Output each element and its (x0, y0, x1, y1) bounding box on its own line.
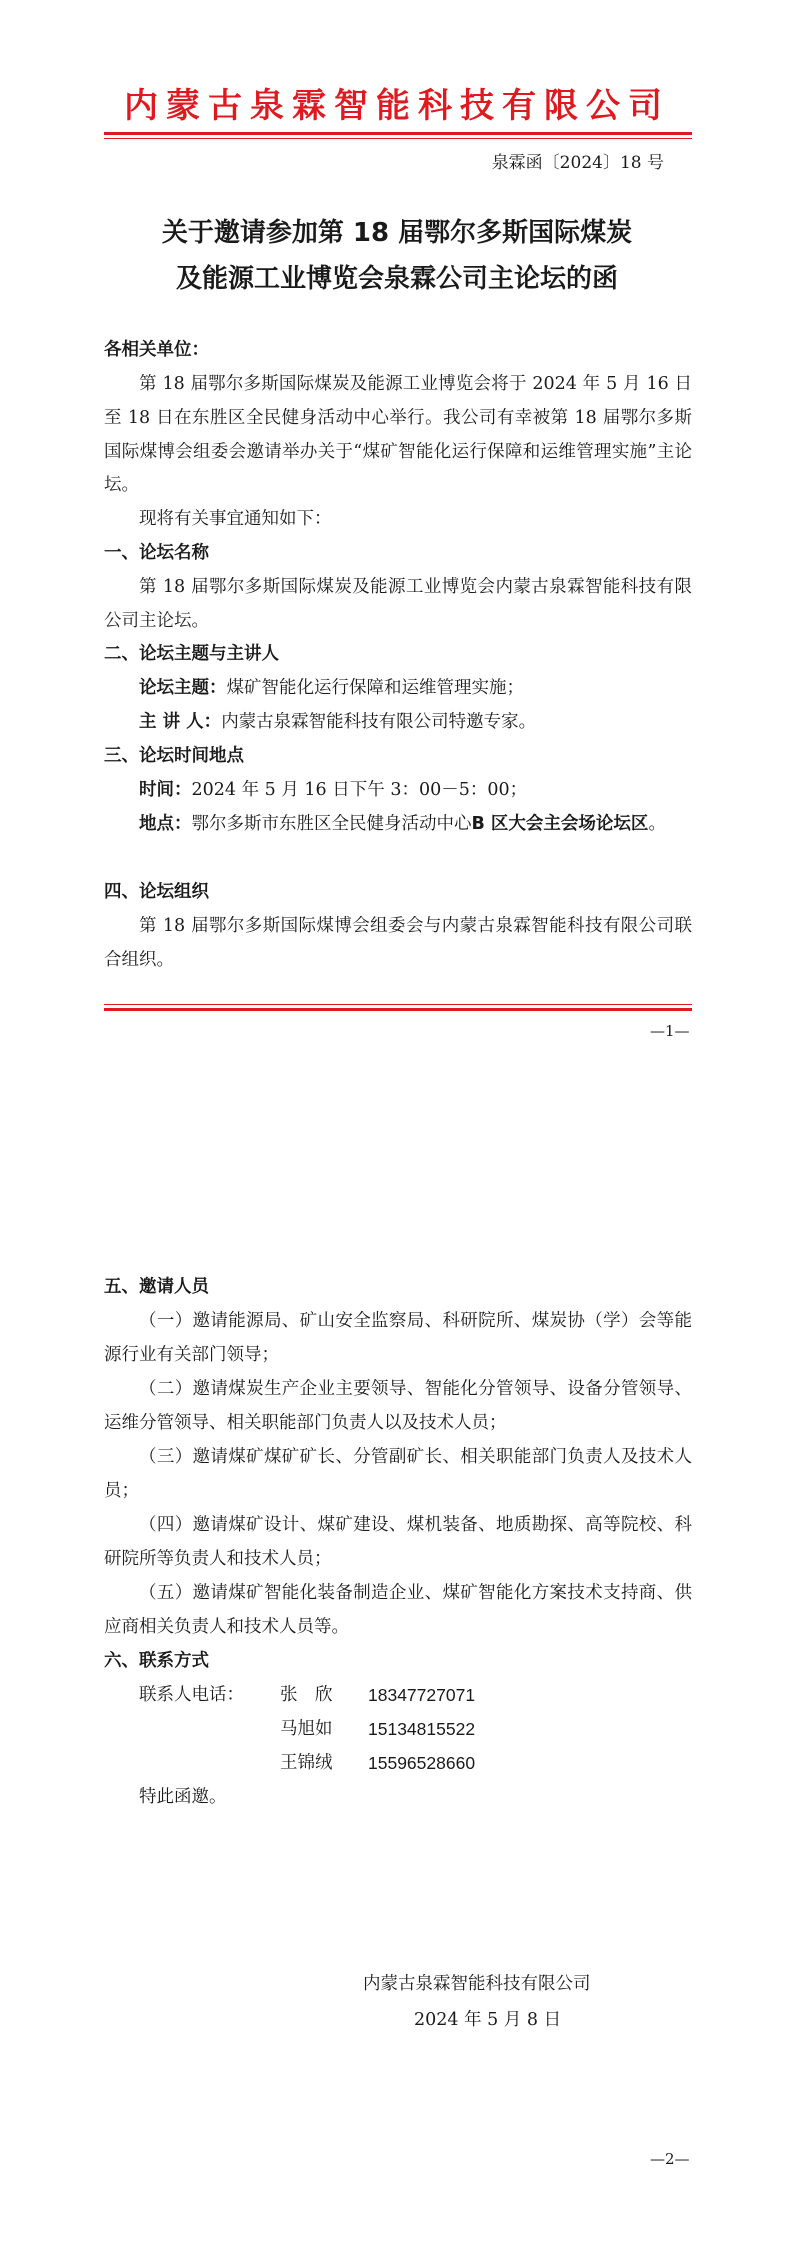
forum-time-value: 2024 年 5 月 16 日下午 3：00－5：00； (191, 780, 528, 800)
contact-phone-1: 18347727071 (368, 1685, 476, 1705)
notice-intro: 现将有关事宜通知如下： (139, 509, 332, 529)
section-2-heading: 二、论坛主题与主讲人 (104, 644, 279, 664)
header-red-rule-thick (104, 132, 692, 135)
forum-place (104, 808, 692, 842)
forum-place-end: 。 (648, 814, 666, 834)
contact-phone-2: 15134815522 (368, 1719, 476, 1739)
footer-red-rule-thin (104, 1004, 692, 1005)
doc-title-line-2: 及能源工业博览会泉霖公司主论坛的函 (175, 264, 618, 294)
signature-date: 2024 年 5 月 8 日 (414, 2010, 562, 2030)
page-number-1: —1— (650, 1022, 690, 1040)
document-number: 泉霖函〔2024〕18 号 (491, 153, 664, 173)
forum-speaker-value: 内蒙古泉霖智能科技有限公司特邀专家。 (221, 712, 537, 732)
contact-name-1: 张 欣 (280, 1685, 333, 1705)
forum-time (104, 774, 527, 808)
forum-place-value: 鄂尔多斯市东胜区全民健身活动中心 (191, 814, 472, 834)
salutation: 各相关单位： (104, 340, 209, 360)
invitee-item-4: （四）邀请煤矿设计、煤矿建设、煤机装备、地质勘探、高等院校、科研院所等负责人和技术人员； (104, 1515, 692, 1569)
section-1-body: 第 18 届鄂尔多斯国际煤炭及能源工业博览会内蒙古泉霖智能科技有限公司主论坛。 (104, 577, 692, 631)
company-letterhead: 内蒙古泉霖智能科技有限公司 (124, 86, 670, 126)
invitee-item-2: （二）邀请煤炭生产企业主要领导、智能化分管领导、设备分管领导、运维分管领导、相关职能部门负责人以及技术人员； (104, 1379, 692, 1433)
forum-theme-value: 煤矿智能化运行保障和运维管理实施； (226, 678, 524, 698)
section-4-heading: 四、论坛组织 (104, 882, 209, 902)
invitee-item-5: （五）邀请煤矿智能化装备制造企业、煤矿智能化方案技术支持商、供应商相关负责人和技术人员等。 (104, 1583, 692, 1637)
section-1-heading: 一、论坛名称 (104, 543, 209, 563)
section-3-heading: 三、论坛时间地点 (104, 746, 244, 766)
contact-name-2: 马旭如 (280, 1719, 333, 1739)
page-number-2: —2— (650, 2150, 690, 2168)
forum-time-label: 时间： (139, 780, 192, 800)
invitee-item-3: （三）邀请煤矿煤矿矿长、分管副矿长、相关职能部门负责人及技术人员； (104, 1447, 692, 1501)
forum-place-label: 地点： (139, 814, 192, 834)
header-red-rule-thin (104, 138, 692, 139)
contact-name-3: 王锦绒 (280, 1753, 333, 1773)
forum-place-highlight: B 区大会主会场论坛区 (471, 814, 649, 834)
footer-red-rule-thick (104, 1008, 692, 1011)
section-4-body: 第 18 届鄂尔多斯国际煤博会组委会与内蒙古泉霖智能科技有限公司联合组织。 (104, 916, 692, 970)
forum-theme-label: 论坛主题： (139, 678, 227, 698)
invitee-item-1: （一）邀请能源局、矿山安全监察局、科研院所、煤炭协（学）会等能源行业有关部门领导； (104, 1311, 692, 1365)
contact-label: 联系人电话： (139, 1685, 244, 1705)
section-5-heading: 五、邀请人员 (104, 1277, 209, 1297)
signature-org: 内蒙古泉霖智能科技有限公司 (363, 1974, 591, 1994)
closing-line: 特此函邀。 (139, 1787, 227, 1807)
forum-theme (104, 672, 524, 706)
forum-speaker-label: 主 讲 人： (139, 712, 222, 732)
intro-paragraph: 第 18 届鄂尔多斯国际煤炭及能源工业博览会将于 2024 年 5 月 16 日至 18 日在东胜区全民健身活动中心举行。我公司有幸被第 18 届鄂尔多斯国际煤博会组委会邀请举办关于“煤矿智能化运行保障和运维管理实施”主论坛。 (104, 374, 692, 496)
contact-phone-3: 15596528660 (368, 1753, 476, 1773)
forum-speaker (104, 706, 536, 740)
doc-title-line-1: 关于邀请参加第 18 届鄂尔多斯国际煤炭 (161, 218, 633, 248)
section-6-heading: 六、联系方式 (104, 1651, 209, 1671)
